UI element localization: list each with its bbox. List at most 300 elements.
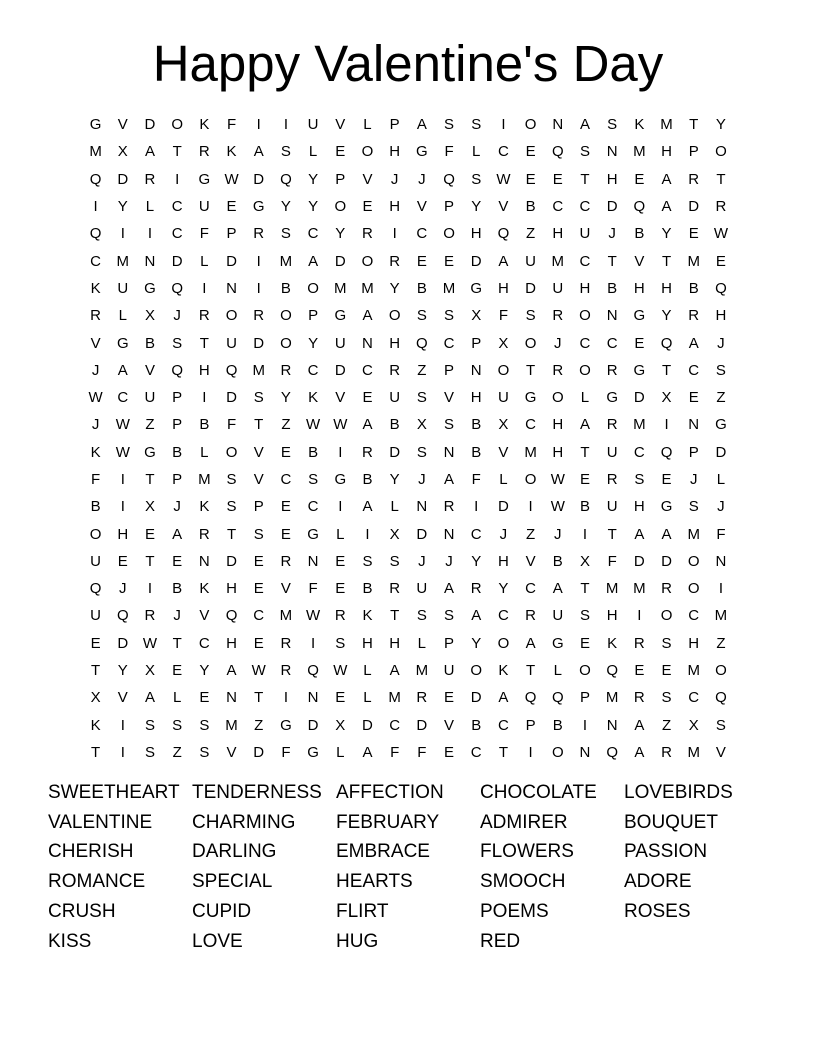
grid-letter: I xyxy=(120,743,125,761)
grid-row xyxy=(82,548,742,575)
word-list-item: SWEETHEART xyxy=(48,781,180,803)
grid-letter: X xyxy=(579,552,590,570)
grid-letter: N xyxy=(443,443,455,461)
grid-letter: D xyxy=(307,716,319,734)
grid-letter: G xyxy=(633,361,646,379)
grid-letter: D xyxy=(117,170,129,188)
grid-letter: K xyxy=(308,389,319,407)
grid-letter: X xyxy=(90,689,101,707)
grid-letter: S xyxy=(471,116,482,134)
grid-letter: T xyxy=(172,143,182,161)
grid-letter: M xyxy=(334,279,347,297)
grid-letter: K xyxy=(634,116,645,134)
grid-letter: T xyxy=(661,252,672,270)
grid-letter: N xyxy=(552,116,564,134)
grid-letter: A xyxy=(579,116,590,134)
grid-letter: E xyxy=(280,525,291,543)
grid-letter: M xyxy=(279,252,293,270)
grid-letter: I xyxy=(338,443,343,461)
grid-letter: I xyxy=(474,498,479,516)
grid-letter: A xyxy=(172,525,183,543)
grid-letter: J xyxy=(418,471,426,488)
grid-letter: F xyxy=(390,743,400,761)
grid-letter: D xyxy=(334,361,346,379)
grid-letter: H xyxy=(552,225,564,243)
grid-letter: B xyxy=(280,279,291,297)
grid-letter: I xyxy=(120,471,125,488)
grid-letter: U xyxy=(226,334,237,352)
grid-letter: S xyxy=(416,443,427,461)
grid-letter: W xyxy=(550,471,565,488)
grid-letter: V xyxy=(525,552,536,570)
grid-letter: V xyxy=(199,607,210,625)
grid-letter: S xyxy=(362,552,373,570)
grid-letter: S xyxy=(444,607,455,625)
grid-letter: I xyxy=(392,225,397,243)
grid-letter: I xyxy=(202,279,207,297)
grid-letter: U xyxy=(90,607,102,625)
grid-letter: Q xyxy=(524,689,537,707)
grid-letter: Q xyxy=(416,334,428,352)
grid-letter: U xyxy=(606,443,618,461)
grid-letter: U xyxy=(144,389,156,407)
grid-letter: W xyxy=(88,389,103,407)
grid-letter: Q xyxy=(660,334,673,352)
grid-letter: D xyxy=(389,443,401,461)
grid-letter: J xyxy=(554,334,562,352)
grid-letter: O xyxy=(361,143,374,161)
grid-letter: O xyxy=(89,525,102,543)
grid-letter: C xyxy=(362,361,373,379)
grid-letter: W xyxy=(306,416,321,434)
grid-letter: Z xyxy=(716,634,726,652)
grid-letter: Z xyxy=(417,361,427,379)
grid-letter: A xyxy=(552,580,563,598)
grid-letter: D xyxy=(688,198,700,216)
grid-letter: D xyxy=(661,552,672,570)
grid-letter: G xyxy=(633,307,646,325)
grid-letter: K xyxy=(90,279,101,297)
grid-row xyxy=(82,712,742,739)
word-list-item: RED xyxy=(480,930,521,952)
grid-letter: P xyxy=(525,716,536,734)
grid-letter: E xyxy=(362,198,373,216)
grid-letter: A xyxy=(117,361,128,379)
grid-letter: E xyxy=(144,525,155,543)
grid-letter: I xyxy=(120,716,125,734)
grid-letter: D xyxy=(633,389,645,407)
grid-letter: J xyxy=(608,225,616,243)
grid-letter: R xyxy=(389,580,401,598)
grid-letter: E xyxy=(226,198,237,216)
grid-letter: Y xyxy=(661,225,672,243)
grid-letter: C xyxy=(307,361,319,379)
grid-letter: S xyxy=(661,634,672,652)
grid-row xyxy=(82,275,742,302)
grid-letter: P xyxy=(335,170,346,188)
grid-letter: L xyxy=(472,143,481,161)
grid-letter: C xyxy=(171,225,183,243)
grid-letter: G xyxy=(89,116,102,134)
grid-letter: O xyxy=(715,662,727,680)
grid-letter: S xyxy=(280,225,291,243)
grid-letter: S xyxy=(661,689,672,707)
grid-row xyxy=(82,193,742,220)
grid-letter: X xyxy=(144,498,155,516)
grid-letter: T xyxy=(526,662,536,680)
grid-letter: H xyxy=(389,634,401,652)
grid-letter: Y xyxy=(280,198,291,216)
grid-letter: Q xyxy=(116,607,129,625)
grid-letter: R xyxy=(715,198,727,216)
grid-letter: Q xyxy=(280,170,292,188)
grid-row xyxy=(82,466,742,493)
grid-letter: G xyxy=(116,334,129,352)
grid-letter: B xyxy=(688,279,699,297)
grid-letter: M xyxy=(687,525,700,543)
grid-letter: J xyxy=(173,307,181,325)
grid-letter: R xyxy=(443,498,455,516)
grid-letter: Z xyxy=(716,389,726,407)
grid-letter: I xyxy=(501,116,506,134)
grid-letter: J xyxy=(91,361,100,379)
grid-letter: O xyxy=(579,307,591,325)
grid-letter: B xyxy=(90,498,101,516)
grid-letter: N xyxy=(226,689,237,707)
grid-letter: I xyxy=(528,743,533,761)
grid-letter: L xyxy=(200,443,209,461)
grid-letter: E xyxy=(579,471,590,488)
grid-letter: Y xyxy=(471,634,482,652)
word-list-item: SPECIAL xyxy=(192,871,273,893)
grid-letter: D xyxy=(171,252,183,270)
grid-letter: Z xyxy=(526,225,536,243)
grid-letter: Y xyxy=(715,116,726,134)
grid-letter: W xyxy=(333,416,348,434)
grid-letter: I xyxy=(93,198,98,216)
grid-letter: C xyxy=(470,743,482,761)
grid-letter: T xyxy=(254,416,264,434)
word-list-item: CRUSH xyxy=(48,901,116,923)
grid-letter: A xyxy=(525,634,536,652)
grid-letter: A xyxy=(362,743,373,761)
grid-letter: S xyxy=(416,607,427,625)
grid-letter: A xyxy=(444,471,455,488)
grid-letter: R xyxy=(552,361,564,379)
grid-letter: Q xyxy=(551,143,564,161)
grid-letter: G xyxy=(551,634,564,652)
grid-letter: N xyxy=(715,552,727,570)
grid-letter: Z xyxy=(281,416,291,434)
grid-letter: C xyxy=(525,580,537,598)
grid-letter: D xyxy=(253,334,265,352)
grid-letter: V xyxy=(253,443,264,461)
grid-letter: O xyxy=(361,252,374,270)
grid-letter: B xyxy=(389,416,400,434)
grid-letter: G xyxy=(144,279,156,297)
grid-letter: I xyxy=(283,689,288,707)
grid-letter: V xyxy=(634,252,645,270)
grid-letter: S xyxy=(226,471,237,488)
grid-letter: X xyxy=(498,416,509,434)
word-list-item: KISS xyxy=(48,930,92,952)
grid-letter: P xyxy=(308,307,319,325)
grid-letter: R xyxy=(144,607,156,625)
grid-letter: R xyxy=(633,689,645,707)
grid-letter: E xyxy=(253,580,264,598)
grid-letter: K xyxy=(199,580,210,598)
grid-letter: I xyxy=(256,279,261,297)
grid-letter: V xyxy=(144,361,155,379)
grid-letter: G xyxy=(334,307,347,325)
grid-letter: O xyxy=(225,443,238,461)
grid-letter: A xyxy=(144,143,155,161)
grid-letter: A xyxy=(308,252,319,270)
grid-letter: Q xyxy=(715,689,727,707)
grid-letter: R xyxy=(280,662,292,680)
grid-letter: H xyxy=(715,307,727,325)
grid-letter: E xyxy=(444,252,455,270)
grid-letter: H xyxy=(117,525,129,543)
grid-letter: O xyxy=(551,389,564,407)
grid-letter: B xyxy=(362,580,373,598)
grid-letter: N xyxy=(688,416,700,434)
grid-letter: H xyxy=(661,143,672,161)
grid-letter: N xyxy=(307,552,319,570)
grid-letter: Y xyxy=(308,334,319,352)
grid-letter: R xyxy=(334,607,346,625)
grid-letter: L xyxy=(417,634,427,652)
grid-letter: Y xyxy=(498,580,509,598)
grid-letter: W xyxy=(224,170,239,188)
grid-letter: M xyxy=(442,279,456,297)
grid-letter: E xyxy=(199,689,210,707)
grid-letter: U xyxy=(552,607,564,625)
grid-letter: Q xyxy=(89,170,102,188)
grid-letter: I xyxy=(256,116,261,134)
grid-letter: V xyxy=(90,334,101,352)
grid-letter: M xyxy=(415,662,429,680)
grid-letter: R xyxy=(253,225,265,243)
grid-letter: I xyxy=(175,170,180,188)
grid-letter: R xyxy=(389,361,401,379)
grid-letter: E xyxy=(525,170,536,188)
grid-letter: E xyxy=(117,552,128,570)
grid-letter: N xyxy=(362,334,373,352)
page-title: Happy Valentine's Day xyxy=(152,35,664,92)
grid-letter: R xyxy=(661,743,672,761)
grid-letter: S xyxy=(253,389,264,407)
grid-letter: L xyxy=(336,525,345,543)
grid-letter: M xyxy=(524,443,537,461)
grid-letter: E xyxy=(688,389,699,407)
grid-letter: Q xyxy=(225,361,238,379)
grid-letter: R xyxy=(280,552,292,570)
grid-letter: H xyxy=(226,634,237,652)
word-list-item: CHOCOLATE xyxy=(480,781,597,803)
grid-letter: B xyxy=(416,279,427,297)
grid-letter: T xyxy=(716,170,726,188)
grid-letter: D xyxy=(416,716,428,734)
grid-row xyxy=(82,302,742,329)
grid-letter: Q xyxy=(171,279,183,297)
grid-letter: I xyxy=(365,525,370,543)
grid-letter: E xyxy=(634,662,645,680)
grid-letter: W xyxy=(142,634,158,652)
grid-letter: K xyxy=(498,662,509,680)
grid-letter: I xyxy=(202,389,207,407)
grid-letter: X xyxy=(144,307,155,325)
grid-letter: A xyxy=(362,416,373,434)
grid-row xyxy=(82,684,742,711)
grid-letter: H xyxy=(661,279,672,297)
grid-letter: W xyxy=(115,416,130,434)
grid-letter: S xyxy=(444,307,455,325)
grid-letter: S xyxy=(715,361,726,379)
grid-letter: M xyxy=(279,607,293,625)
grid-letter: G xyxy=(660,498,673,516)
grid-letter: M xyxy=(116,252,130,270)
grid-letter: C xyxy=(606,334,618,352)
grid-letter: B xyxy=(362,471,373,488)
grid-letter: E xyxy=(362,389,373,407)
grid-letter: K xyxy=(362,607,373,625)
grid-letter: C xyxy=(525,416,537,434)
grid-letter: I xyxy=(528,498,533,516)
grid-letter: C xyxy=(198,634,210,652)
grid-letter: Q xyxy=(225,607,238,625)
grid-letter: R xyxy=(633,634,645,652)
grid-letter: I xyxy=(637,607,642,625)
grid-letter: M xyxy=(388,689,401,707)
grid-letter: A xyxy=(144,689,155,707)
grid-letter: M xyxy=(660,116,673,134)
word-list-item: FLIRT xyxy=(336,901,389,923)
word-list xyxy=(48,778,788,957)
grid-letter: E xyxy=(335,143,346,161)
grid-letter: C xyxy=(688,361,700,379)
grid-letter: D xyxy=(334,252,346,270)
grid-letter: I xyxy=(664,416,669,434)
grid-letter: E xyxy=(253,634,264,652)
grid-letter: M xyxy=(252,361,265,379)
grid-row xyxy=(82,439,742,466)
word-list-item: DARLING xyxy=(192,841,277,863)
grid-letter: U xyxy=(416,580,428,598)
grid-letter: U xyxy=(552,279,564,297)
grid-letter: C xyxy=(552,198,564,216)
grid-letter: X xyxy=(389,525,400,543)
grid-letter: M xyxy=(361,279,374,297)
grid-row xyxy=(82,602,742,629)
grid-letter: W xyxy=(115,443,130,461)
grid-letter: O xyxy=(388,307,401,325)
grid-letter: L xyxy=(499,471,508,488)
grid-letter: P xyxy=(579,689,590,707)
grid-letter: D xyxy=(362,716,373,734)
grid-letter: H xyxy=(552,416,564,434)
grid-letter: M xyxy=(198,471,211,488)
grid-letter: N xyxy=(579,743,591,761)
grid-letter: S xyxy=(199,716,210,734)
grid-letter: D xyxy=(117,634,129,652)
grid-letter: D xyxy=(226,389,237,407)
grid-letter: C xyxy=(443,334,455,352)
grid-letter: N xyxy=(416,498,428,516)
grid-letter: G xyxy=(606,389,618,407)
grid-letter: D xyxy=(470,689,482,707)
grid-letter: E xyxy=(280,498,291,516)
grid-letter: M xyxy=(605,689,619,707)
grid-letter: N xyxy=(198,552,210,570)
grid-letter: T xyxy=(91,662,101,680)
word-list-item: PASSION xyxy=(624,841,708,863)
grid-letter: H xyxy=(470,389,482,407)
grid-letter: U xyxy=(117,279,129,297)
grid-letter: H xyxy=(389,143,401,161)
grid-letter: X xyxy=(117,143,128,161)
grid-letter: A xyxy=(362,498,373,516)
grid-letter: U xyxy=(579,225,591,243)
grid-letter: B xyxy=(471,443,482,461)
grid-letter: C xyxy=(280,471,292,488)
grid-letter: F xyxy=(716,525,726,543)
grid-letter: A xyxy=(253,143,264,161)
grid-letter: A xyxy=(389,662,400,680)
grid-letter: T xyxy=(580,443,590,461)
grid-letter: Y xyxy=(389,471,400,488)
grid-letter: Y xyxy=(117,662,128,680)
grid-letter: U xyxy=(606,498,618,516)
grid-letter: J xyxy=(445,552,453,570)
grid-row xyxy=(82,630,742,657)
grid-letter: S xyxy=(308,471,319,488)
grid-letter: P xyxy=(226,225,237,243)
grid-letter: D xyxy=(144,116,156,134)
grid-letter: L xyxy=(580,389,590,407)
grid-letter: D xyxy=(470,252,482,270)
grid-letter: C xyxy=(579,334,591,352)
grid-letter: G xyxy=(524,389,537,407)
grid-letter: C xyxy=(497,607,509,625)
grid-letter: L xyxy=(363,689,372,707)
grid-letter: Q xyxy=(660,443,673,461)
grid-letter: B xyxy=(607,279,618,297)
grid-letter: Z xyxy=(254,716,264,734)
grid-letter: E xyxy=(335,552,346,570)
word-list-item: CHERISH xyxy=(48,841,134,863)
grid-letter: D xyxy=(525,279,537,297)
grid-letter: Y xyxy=(335,225,346,243)
grid-letter: O xyxy=(470,662,483,680)
grid-letter: M xyxy=(714,607,728,625)
grid-letter: O xyxy=(524,471,537,488)
grid-letter: Q xyxy=(443,170,455,188)
grid-letter: X xyxy=(416,416,427,434)
grid-letter: H xyxy=(497,279,509,297)
grid-row xyxy=(82,493,742,520)
grid-letter: O xyxy=(225,307,238,325)
grid-letter: A xyxy=(634,743,645,761)
word-list-item: ROSES xyxy=(624,901,691,923)
grid-letter: T xyxy=(661,361,672,379)
grid-letter: P xyxy=(172,471,183,488)
grid-letter: E xyxy=(552,170,563,188)
grid-letter: K xyxy=(199,498,210,516)
grid-letter: F xyxy=(471,471,481,488)
grid-letter: L xyxy=(336,743,345,761)
grid-letter: B xyxy=(552,552,563,570)
